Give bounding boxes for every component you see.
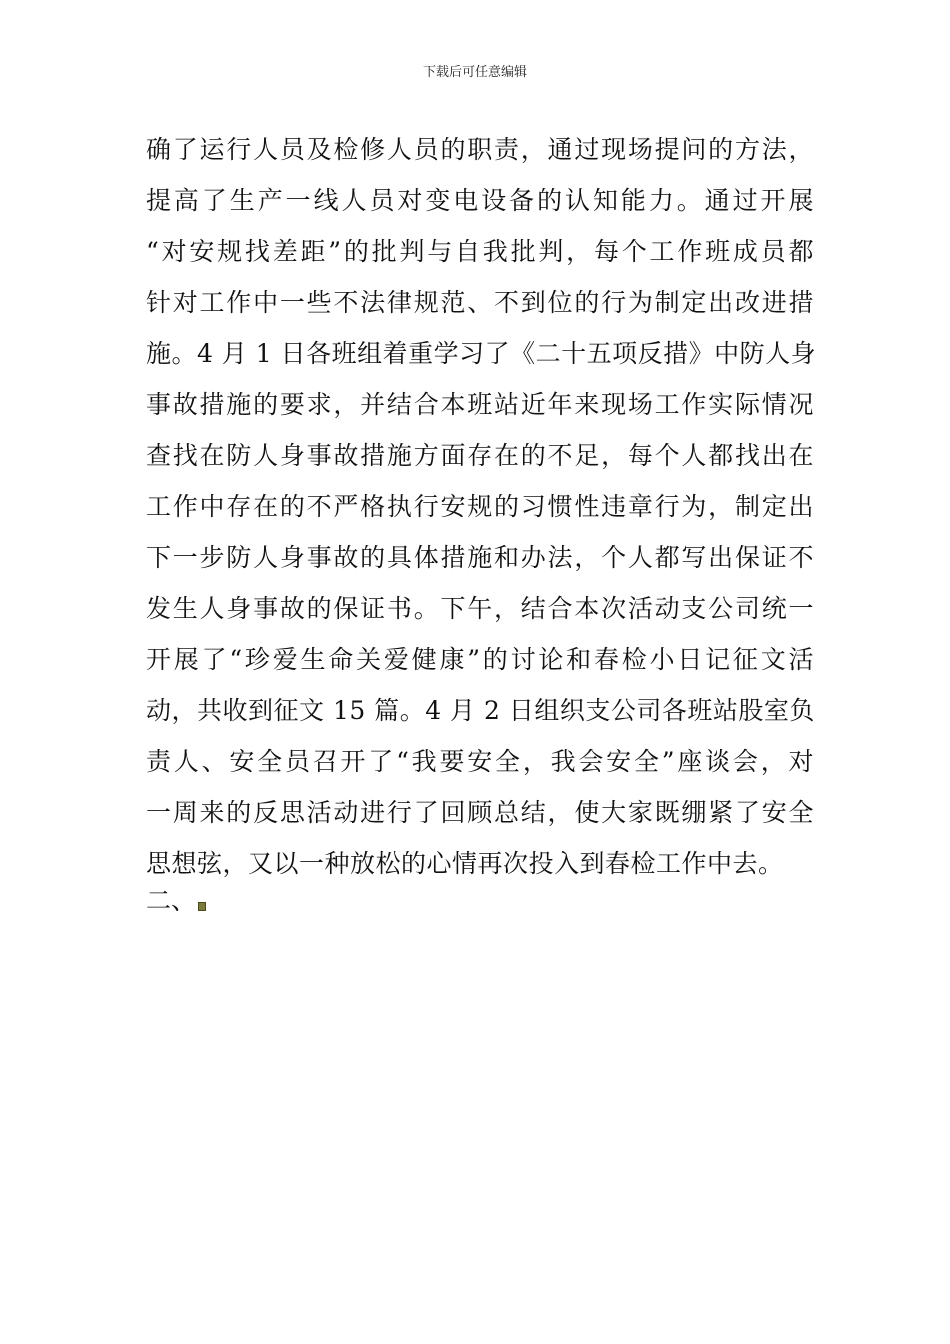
paragraph-line: 发生人身事故的保证书。下午，结合本次活动支公司统一 <box>146 594 814 623</box>
paragraph-line: 一周来的反思活动进行了回顾总结，使大家既绷紧了安全 <box>146 798 814 827</box>
paragraph-line: 开展了“珍爱生命关爱健康”的讨论和春检小日记征文活 <box>146 645 814 674</box>
paragraph-line: 事故措施的要求，并结合本班站近年来现场工作实际情况 <box>146 390 814 419</box>
paragraph-line: 工作中存在的不严格执行安规的习惯性违章行为，制定出 <box>146 492 814 521</box>
section-heading-text: 二、 <box>146 886 197 915</box>
paragraph-line: 思想弦，又以一种放松的心情再次投入到春检工作中去。 <box>146 849 784 878</box>
paragraph-line: “对安规找差距”的批判与自我批判，每个工作班成员都 <box>146 237 814 266</box>
body-paragraph <box>146 124 817 889</box>
text-cursor-marker-icon <box>198 902 206 911</box>
paragraph-line: 责人、安全员召开了“我要安全，我会安全”座谈会，对 <box>146 747 814 776</box>
paragraph-line: 针对工作中一些不法律规范、不到位的行为制定出改进措 <box>146 288 814 317</box>
paragraph-line: 动，共收到征文 15 篇。4 月 2 日组织支公司各班站股室负 <box>146 696 815 725</box>
paragraph-line: 查找在防人身事故措施方面存在的不足，每个人都找出在 <box>146 441 814 470</box>
paragraph-line: 下一步防人身事故的具体措施和办法，个人都写出保证不 <box>146 543 814 572</box>
section-heading <box>146 875 206 926</box>
paragraph-line: 施。4 月 1 日各班组着重学习了《二十五项反措》中防人身 <box>146 339 817 368</box>
paragraph-line: 确了运行人员及检修人员的职责，通过现场提问的方法， <box>146 135 814 164</box>
paragraph-line: 提高了生产一线人员对变电设备的认知能力。通过开展 <box>146 186 814 215</box>
page-header: 下载后可任意编辑 <box>422 65 527 80</box>
